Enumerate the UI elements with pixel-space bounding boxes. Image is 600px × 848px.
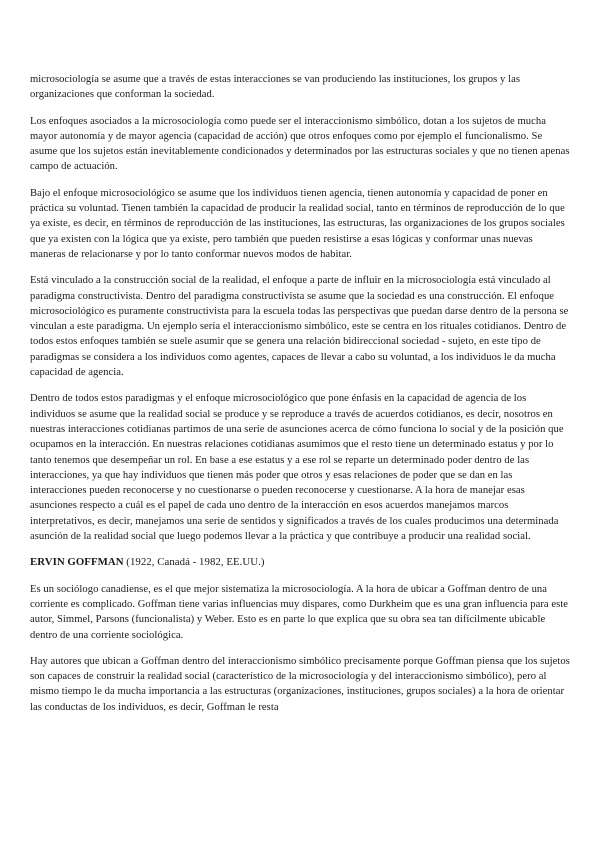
paragraph-1: microsociología se asume que a través de estas interacciones se van produciendo las instituciones, los grupos y las organizaciones que conforman la sociedad. <box>30 74 520 101</box>
section-heading-dates: (1922, Canadá - 1982, EE.UU.) <box>123 556 265 569</box>
paragraph-4: Está vinculado a la construcción social de la realidad, el enfoque a parte de influir en la microsociología está vinculado al paradigma constructivista. Dentro del paradigma constructivista se asume que la sociedad es una construcción. El enfoque microsociológico es puramente constructivista para la escuela todas las perspectivas que puedan darse dentro de la persona se vinculan a este paradigma. Un ejemplo sería el interaccionismo simbólico, este se centra en los rituales cotidianos. Dentro de todos estos enfoques también se suele asumir que se genera una relación bidireccional sociedad - sujeto, en este tipo de paradigmas se considera a los individuos como agentes, capaces de llevar a cabo su voluntad, a los individuos le da mucha capacidad de agencia. <box>30 275 569 379</box>
paragraph-2: Los enfoques asociados a la microsociología como puede ser el interaccionismo simbólico, dotan a los sujetos de mucha mayor autonomía y de mayor agencia (capacidad de acción) que otros enfoques como por ejemplo el funcionalismo. Se asume que los sujetos están inevitablemente condicionados y determinados por las estructuras sociales y que no tienen apenas campo de actuación. <box>30 115 570 173</box>
paragraph-5: Dentro de todos estos paradigmas y el enfoque microsociológico que pone énfasis en la capacidad de agencia de los individuos se asume que la realidad social se produce y se reproduce a través de acuerdos cotidianos, es decir, nosotros en nuestras interacciones cotidianas partimos de una serie de asunciones acerca de cómo funciona lo social y de la posición que ocupamos en la interacción. En nuestras relaciones cotidianas asumimos que el resto tiene un determinado estatus y por lo tanto tenemos que desempeñar un rol. En base a ese estatus y a ese rol se reparte un determinado poder dentro de las interacciones, ya que hay individuos que tienen más poder que otros y esas relaciones de poder que se dan en las interacciones pueden reconocerse y no cuestionarse o pueden reconocerse y cuestionarse. A la hora de manejar esas asunciones respecto a cuál es el papel de cada uno dentro de la interacción en esos acuerdos manejamos marcos interpretativos, es decir, manejamos una serie de sentidos y significados a través de los cuales producimos una determinada asunción de la realidad social que luego podemos llevar a la práctica y que contribuye a producir una realidad social. <box>30 393 564 543</box>
paragraph-3: Bajo el enfoque microsociológico se asume que los individuos tienen agencia, tienen autonomía y capacidad de poner en práctica su voluntad. Tienen también la capacidad de producir la realidad social, tanto en términos de reproducción de lo que ya existe, es decir, en términos de reproducción de las instituciones, las estructuras, las organizaciones de los grupos sociales que ya existen con la lógica que ya existe, pero también que pueden resistirse a esas lógicas y conformar unas nuevas maneras de relacionarse y por lo tanto conformar nuevos modos de habitar. <box>30 187 565 260</box>
document-body <box>30 72 570 726</box>
section-heading-name: ERVIN GOFFMAN <box>30 556 124 569</box>
section-heading-goffman <box>30 555 570 570</box>
paragraph-6: Es un sociólogo canadiense, es el que mejor sistematiza la microsociología. A la hora de ubicar a Goffman dentro de una corriente es complicado. Goffman tiene varias influencias muy dispares, como Durkheim que es una gran influencia para este autor, Simmel, Parsons (funcionalista) y Weber. Esto es en parte lo que explica que su obra sea tan difícilmente ubicable dentro de una corriente sociológica. <box>30 583 569 641</box>
paragraph-7: Hay autores que ubican a Goffman dentro del interaccionismo simbólico precisamente porque Goffman piensa que los sujetos son capaces de construir la realidad social (característico de la microsociología y del interaccionismo simbólico), pero al mismo tiempo le da mucha importancia a las estructuras (organizaciones, instituciones, grupos sociales) a la hora de orientar las conductas de los individuos, es decir, Goffman le resta <box>30 655 570 713</box>
